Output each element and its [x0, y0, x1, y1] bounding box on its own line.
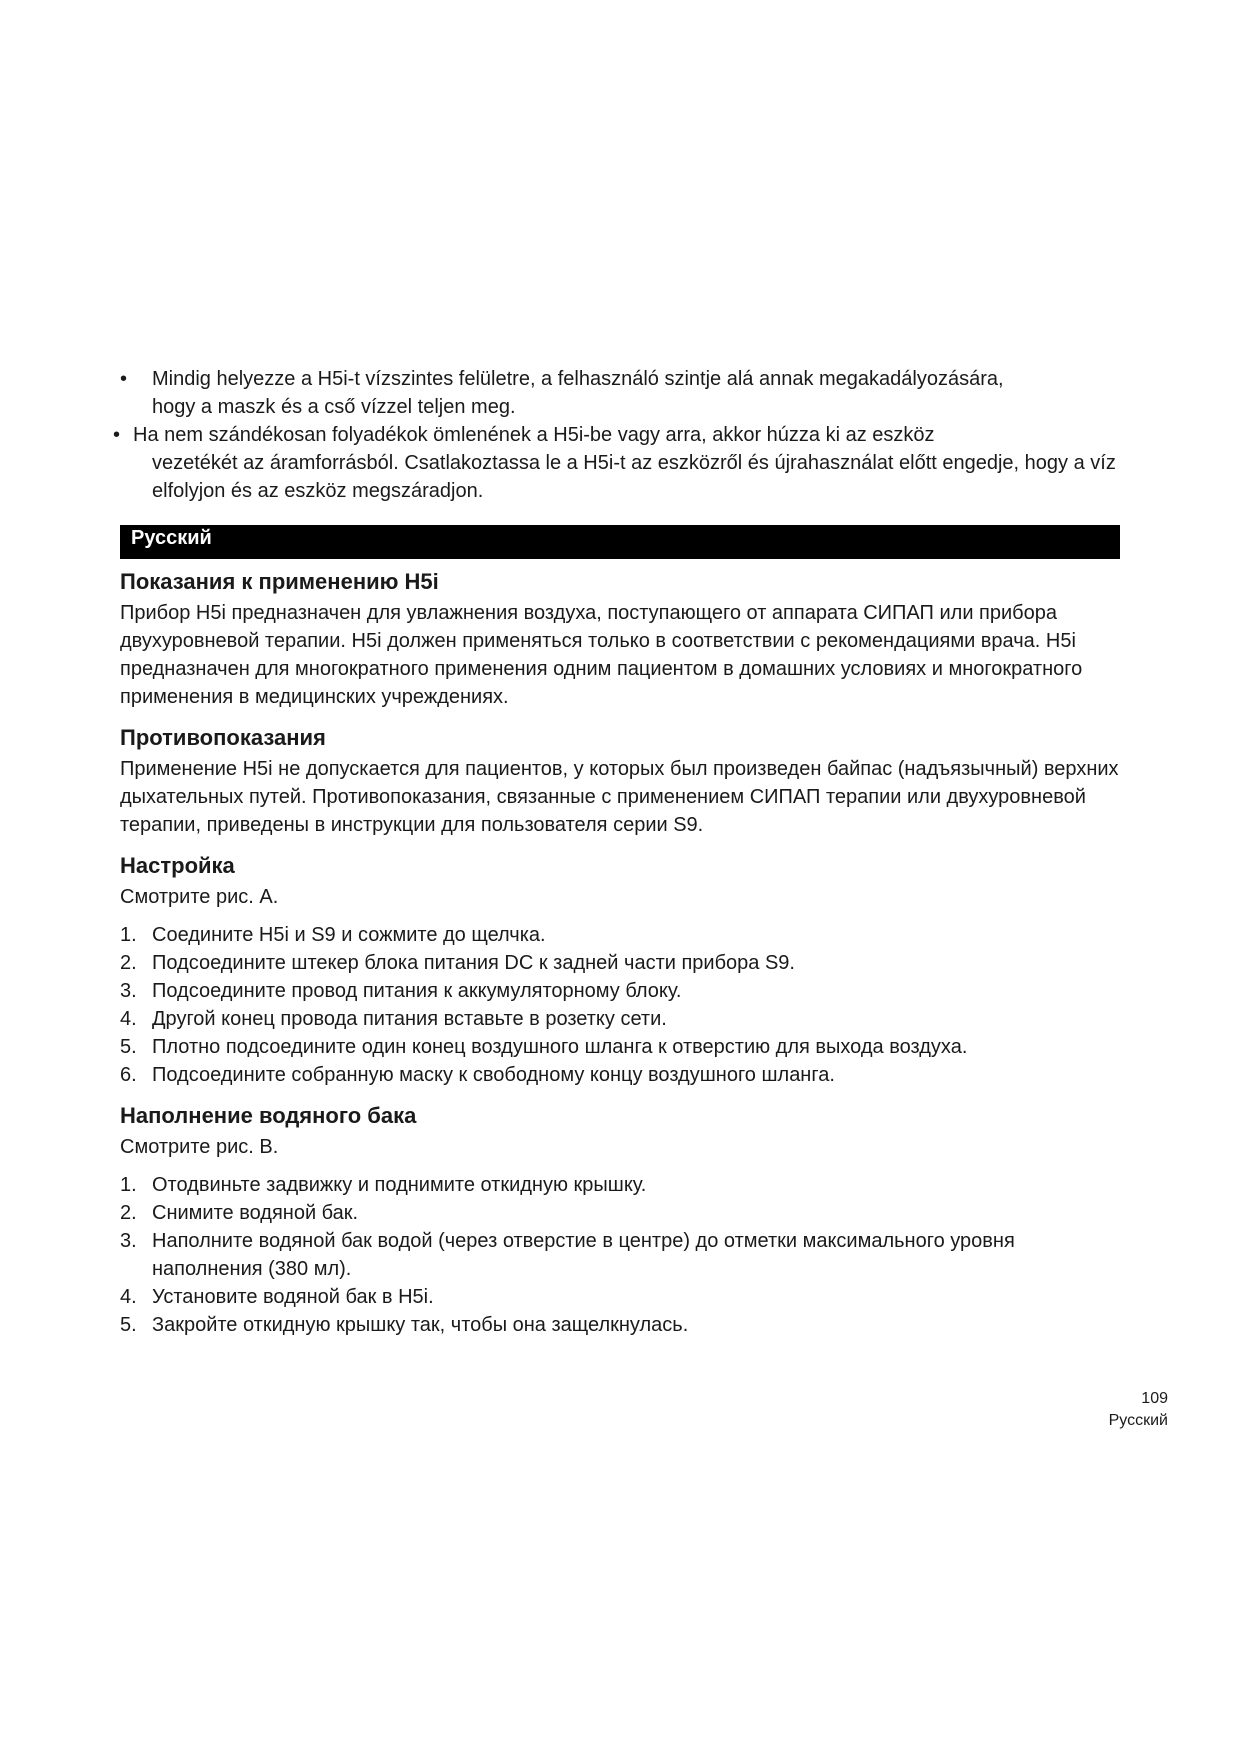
section-text: Применение H5i не допускается для пациентов, у которых был произведен байпас (надъязычный) верхних дыхательных путей. Противопоказания, связанные с применением СИПАП терапии или двухуровневой терапии, приведены в инструкции для пользователя серии S9.: [120, 758, 1119, 836]
indications-section: [120, 567, 1125, 711]
filling-section: [120, 1101, 1125, 1339]
bullet-text-line: Mindig helyezze a H5i-t vízszintes felületre, a felhasználó szintje alá annak megakadályozására,: [152, 368, 1004, 390]
step-number: 3.: [120, 1230, 137, 1252]
figure-reference: Смотрите рис. B.: [120, 1136, 279, 1158]
section-text: Прибор H5i предназначен для увлажнения воздуха, поступающего от аппарата СИПАП или прибора двухуровневой терапии. H5i должен применяться только в соответствии с рекомендациями врача. H5i предназначен для многократного применения одним пациентом в домашних условиях и многократного применения в медицинских учреждениях.: [120, 602, 1083, 708]
step-item: [120, 921, 1125, 949]
filling-steps: [120, 1171, 1125, 1339]
page-footer: [1109, 1388, 1168, 1432]
setup-steps: [120, 921, 1125, 1089]
step-item: [120, 1227, 1125, 1283]
step-number: 5.: [120, 1314, 137, 1336]
step-item: [120, 977, 1125, 1005]
footer-language: Русский: [1108, 1412, 1168, 1429]
step-item: [120, 1061, 1125, 1089]
bullet-mark: •: [120, 368, 128, 390]
step-number: 1.: [120, 1174, 137, 1196]
page-content: [113, 365, 1125, 1339]
figure-reference: Смотрите рис. A.: [120, 886, 279, 908]
step-number: 4.: [120, 1008, 137, 1030]
step-item: [120, 1033, 1125, 1061]
step-item: [120, 1311, 1125, 1339]
step-item: [120, 1005, 1125, 1033]
step-text: Соедините H5i и S9 и сожмите до щелчка.: [152, 924, 546, 946]
contraindications-section: [120, 723, 1125, 839]
step-text: Снимите водяной бак.: [152, 1202, 359, 1224]
step-item: [120, 1199, 1125, 1227]
step-number: 2.: [120, 952, 137, 974]
step-item: [120, 949, 1125, 977]
step-text: Закройте откидную крышку так, чтобы она защелкнулась.: [152, 1314, 689, 1336]
step-number: 6.: [120, 1064, 137, 1086]
bullet-item: [120, 365, 1125, 421]
bullet-text-rest: vezetékét az áramforrásból. Csatlakoztassa le a H5i-t az eszközről és újrahasználat előtt engedje, hogy a víz elfolyjon és az eszköz megszáradjon.: [152, 452, 1116, 502]
section-title: Наполнение водяного бака: [120, 1103, 417, 1128]
bullet-text-line: Ha nem szándékosan folyadékok ömlenének a H5i-be vagy arra, akkor húzza ki az eszköz: [133, 424, 935, 446]
section-title: Настройка: [120, 853, 235, 878]
step-text: Наполните водяной бак водой (через отверстие в центре) до отметки максимального уровня наполнения (380 мл).: [152, 1230, 1015, 1280]
step-item: [120, 1283, 1125, 1311]
step-text: Подсоедините провод питания к аккумуляторному блоку.: [152, 980, 682, 1002]
step-text: Подсоедините штекер блока питания DC к задней части прибора S9.: [152, 952, 795, 974]
hungarian-bullets: [113, 365, 1125, 505]
step-number: 3.: [120, 980, 137, 1002]
section-bar: Русский: [120, 525, 1120, 559]
bullet-item: [113, 421, 1125, 505]
bullet-text-line: hogy a maszk és a cső vízzel teljen meg.: [152, 396, 516, 418]
section-title: Показания к применению H5i: [120, 569, 439, 594]
setup-section: [120, 851, 1125, 1089]
page-number: 109: [1141, 1390, 1168, 1407]
step-text: Установите водяной бак в H5i.: [152, 1286, 434, 1308]
step-number: 1.: [120, 924, 137, 946]
bullet-mark: •: [113, 424, 121, 446]
step-text: Подсоедините собранную маску к свободному концу воздушного шланга.: [152, 1064, 835, 1086]
step-text: Другой конец провода питания вставьте в розетку сети.: [152, 1008, 667, 1030]
step-item: [120, 1171, 1125, 1199]
section-title: Противопоказания: [120, 725, 326, 750]
step-number: 2.: [120, 1202, 137, 1224]
step-text: Плотно подсоедините один конец воздушного шланга к отверстию для выхода воздуха.: [152, 1036, 968, 1058]
step-number: 5.: [120, 1036, 137, 1058]
step-text: Отодвиньте задвижку и поднимите откидную крышку.: [152, 1174, 647, 1196]
step-number: 4.: [120, 1286, 137, 1308]
